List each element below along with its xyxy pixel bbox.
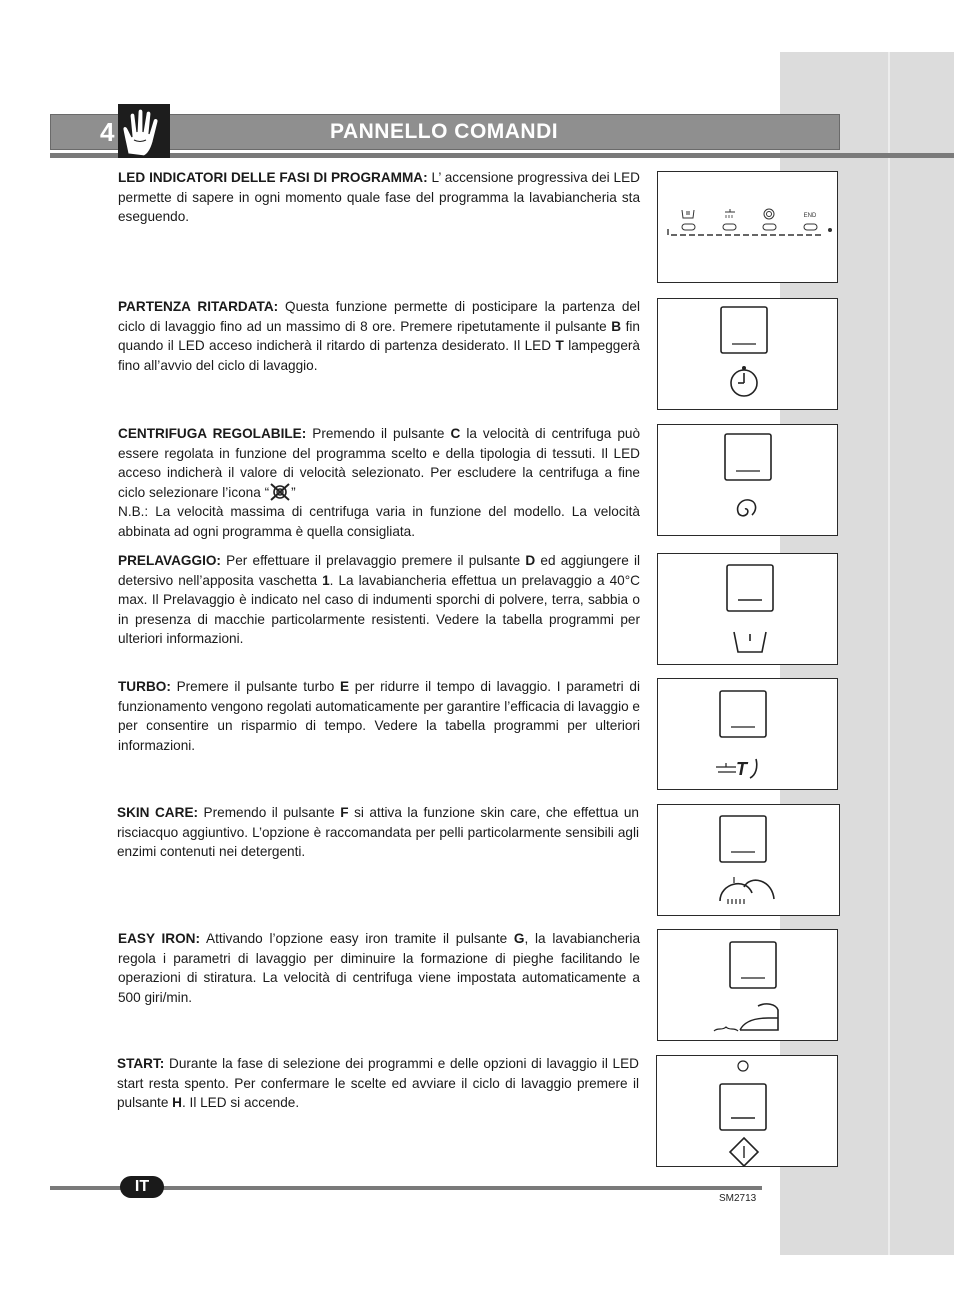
prewash-button-panel	[657, 553, 838, 665]
section-text: L’ accensione progressiva dei LED permette di sapere in ogni momento quale fase del programma la lavabiancheria sta eseguendo.	[118, 170, 640, 224]
led-phase-panel	[657, 171, 838, 283]
section-start: START: Durante la fase di selezione dei programmi e delle opzioni di lavaggio il LED start resta spento. Per confermare le scelte ed avviare il ciclo di lavaggio premere il pulsante H. Il LED si accende.	[117, 1056, 639, 1110]
side-strip-divider	[888, 52, 890, 1255]
page-title: PANNELLO COMANDI	[330, 120, 559, 143]
section-label: CENTRIFUGA REGOLABILE:	[118, 426, 307, 441]
iron-icon	[714, 1004, 778, 1031]
easy-iron-button[interactable]	[730, 942, 776, 988]
skin-care-icon	[720, 877, 774, 904]
skin-care-button-panel	[657, 804, 840, 916]
start-led	[738, 1061, 748, 1071]
section-label: LED INDICATORI DELLE FASI DI PROGRAMMA:	[118, 170, 428, 185]
led-wash	[723, 224, 736, 230]
hand-icon	[118, 104, 170, 158]
prewash-tub-icon	[734, 632, 766, 652]
svg-text:T: T	[736, 759, 747, 779]
turbo-button-panel	[657, 678, 838, 790]
led-spin	[763, 224, 776, 230]
document-code: SM2713	[719, 1193, 757, 1204]
delay-button-panel	[657, 298, 838, 410]
skin-care-button[interactable]	[720, 816, 766, 862]
section-label: EASY IRON:	[118, 931, 201, 946]
start-button[interactable]	[720, 1084, 766, 1130]
section-skin-care: SKIN CARE: Premendo il pulsante F si attiva la funzione skin care, che effettua un risciacquo aggiuntivo. L’opzione è raccomandata per pelli particolarmente sensibili agli enzimi contenuti nei detergenti.	[117, 805, 639, 859]
spin-icon	[738, 500, 756, 516]
led-end	[804, 224, 817, 230]
end-label: END	[803, 213, 817, 219]
section-label: SKIN CARE:	[117, 805, 199, 820]
section-label: PARTENZA RITARDATA:	[118, 299, 279, 314]
turbo-icon	[716, 759, 757, 779]
section-turbo: TURBO: Premere il pulsante turbo E per ridurre il tempo di lavaggio. I parametri di funzionamento vengono regolati automaticamente per garantire l’efficacia di lavaggio e per consentire un risparmio di tempo. Vedere la tabella programmi per ulteriori informazioni.	[118, 679, 640, 753]
section-label: TURBO:	[118, 679, 171, 694]
section-label: PRELAVAGGIO:	[118, 553, 221, 568]
language-badge: IT	[120, 1176, 164, 1198]
prewash-tub-icon	[682, 210, 694, 218]
start-button-panel	[656, 1055, 838, 1167]
delay-button[interactable]	[721, 307, 767, 353]
no-spin-icon	[269, 483, 291, 501]
page-number: 4	[100, 117, 115, 147]
easy-iron-button-panel	[657, 929, 838, 1041]
section-note: N.B.: La velocità massima di centrifuga varia in funzione del modello. La velocità abbinata ad ogni programma è quella consigliata.	[118, 504, 640, 539]
clock-icon	[731, 366, 757, 396]
start-diamond-icon	[730, 1138, 758, 1166]
turbo-button[interactable]	[720, 691, 766, 737]
section-led-indicators	[118, 168, 640, 227]
section-label: START:	[117, 1056, 165, 1071]
spin-button[interactable]	[725, 434, 771, 480]
spin-button-panel	[657, 424, 838, 536]
header-rule	[50, 153, 954, 158]
wash-icon	[725, 209, 735, 218]
section-prewash: PRELAVAGGIO: Per effettuare il prelavaggio premere il pulsante D ed aggiungere il detersivo nell’apposita vaschetta 1. La lavabiancheria effettua un prelavaggio a 40°C max. Il Prelavaggio è indicato nel caso di indumenti sporchi di polvere, terra, sabbia o in presenza di macchie particolarmente resistenti. Vedere la tabella programmi per ulteriori informazioni.	[118, 553, 640, 646]
section-adjustable-spin: CENTRIFUGA REGOLABILE: Premendo il pulsante C la velocità di centrifuga può essere regolata in funzione del programma scelto e della tipologia di tessuti. Il LED acceso indicherà il valore di velocità selezionato. Per escludere la centrifuga a fine ciclo selezionare l’icona “ ” N.B.: La velocità massima di centrifuga varia in funzione del modello. La velocità abbinata ad ogni programma è quella consigliata.	[118, 424, 640, 541]
spin-icon	[764, 209, 774, 219]
section-easy-iron: EASY IRON: Attivando l’opzione easy iron tramite il pulsante G, la lavabiancheria regola i parametri di lavaggio per diminuire la formazione di pieghe facilitando le operazioni di stiratura. La velocità di centrifuga viene impostata automaticamente a 500 giri/min.	[118, 931, 641, 1005]
section-delayed-start: PARTENZA RITARDATA: Questa funzione permette di posticipare la partenza del ciclo di lavaggio fino ad un massimo di 8 ore. Premere ripetutamente il pulsante B fin quando il LED acceso indicherà il ritardo di partenza desiderato. Il LED T lampeggerà fino all’avvio del ciclo di lavaggio.	[118, 299, 641, 373]
prewash-button[interactable]	[727, 565, 773, 611]
led-prewash	[682, 224, 695, 230]
